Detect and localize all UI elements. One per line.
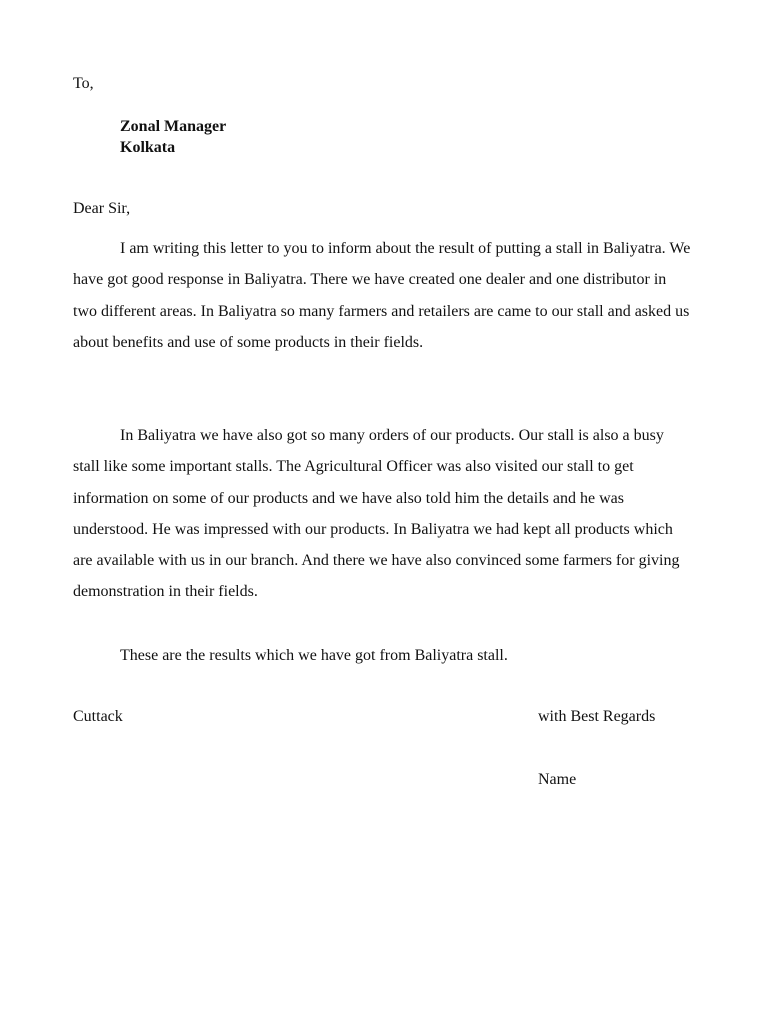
body-paragraph-1: I am writing this letter to you to inform about the result of putting a stall in Baliyatra. We have got good response in Baliyatra. There we have created one dealer and one distributor in two different areas. In Baliyatra so many farmers and retailers are came to our stall and asked us about benefits and use of some products in their fields. <box>73 240 691 351</box>
place-line: Cuttack <box>73 708 123 725</box>
body-paragraph-2: In Baliyatra we have also got so many orders of our products. Our stall is also a busy stall like some important stalls. The Agricultural Officer was also visited our stall to get information on some of our products and we have also told him the details and he was understood. He was impressed with our products. In Baliyatra we had kept all products which are available with us in our branch. And there we have also convinced some farmers for giving demonstration in their fields. <box>73 427 680 601</box>
closing-line: with Best Regards <box>538 708 656 725</box>
signature-name: Name <box>538 771 577 788</box>
recipient-city: Kolkata <box>120 139 176 156</box>
salutation: Dear Sir, <box>73 200 131 217</box>
recipient-title: Zonal Manager <box>120 118 227 135</box>
body-paragraph-3: These are the results which we have got from Baliyatra stall. <box>120 647 508 664</box>
to-line: To, <box>73 75 94 92</box>
recipient-block <box>120 116 226 158</box>
